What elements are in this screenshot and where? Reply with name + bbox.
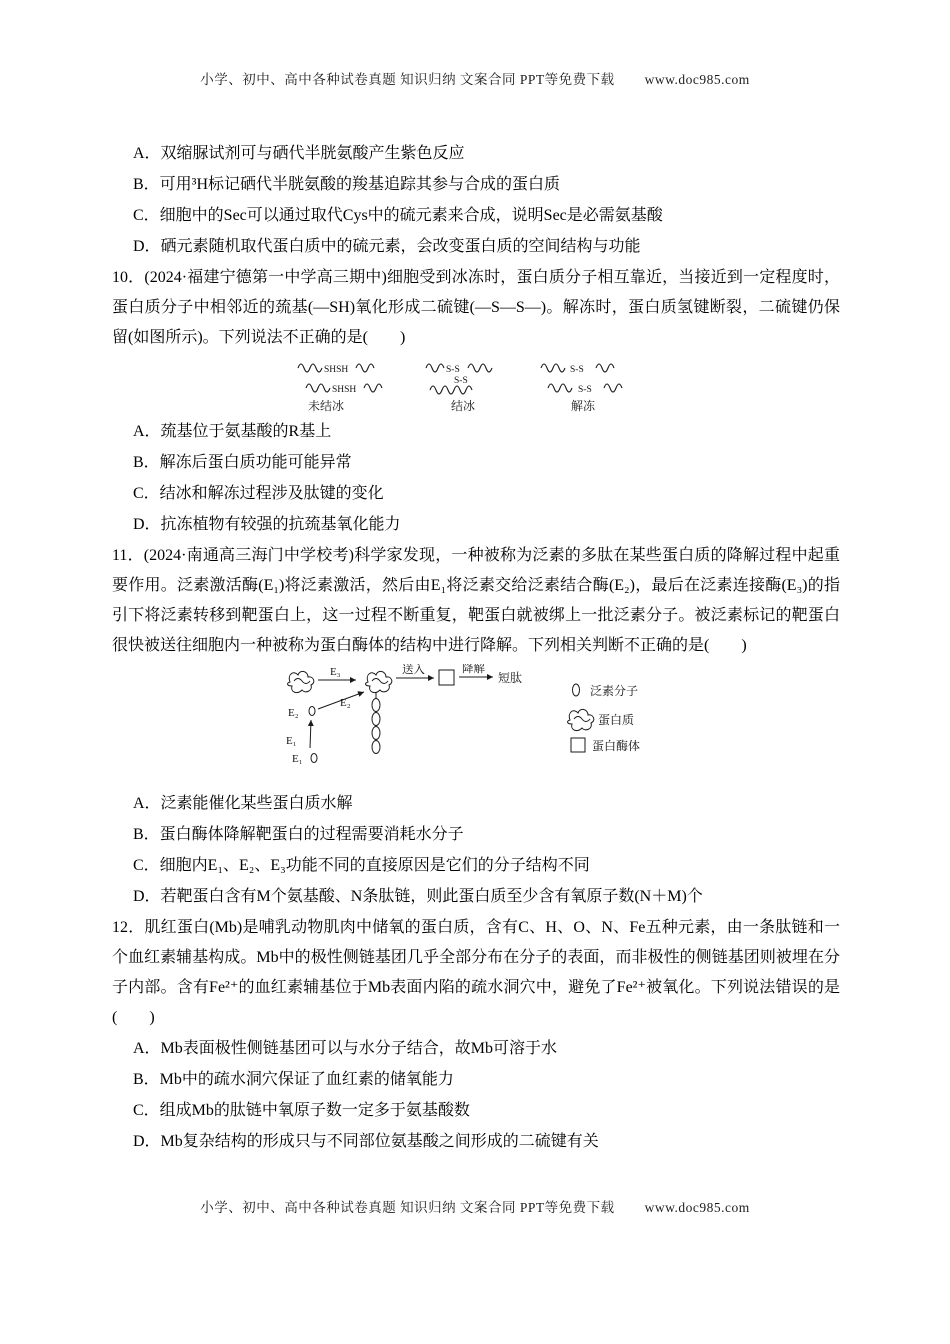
bond-label: SHSH bbox=[332, 385, 357, 395]
target-protein-scribble-icon bbox=[366, 671, 392, 692]
legend-proteasome-label: 蛋白酶体 bbox=[592, 739, 641, 753]
protein-chain-icon bbox=[298, 364, 322, 372]
e2-label: E₂ bbox=[340, 697, 351, 709]
degrade-label: 降解 bbox=[462, 664, 485, 675]
protein-chain-icon bbox=[306, 384, 330, 392]
e1-transfer-arrow bbox=[310, 720, 311, 748]
e1-label: E₁ bbox=[286, 735, 297, 747]
footer-promo-text: 小学、初中、高中各种试卷真题 知识归纳 文案合同 PPT等免费下载 bbox=[200, 1200, 615, 1215]
footer-url-link[interactable]: www.doc985.com bbox=[644, 1200, 750, 1215]
question11-options bbox=[112, 789, 840, 912]
option-c: C．细胞中的Sec可以通过取代Cys中的硫元素来合成，说明Sec是必需氨基酸 bbox=[133, 207, 663, 224]
ubiquitin-circle-icon bbox=[372, 727, 380, 740]
option-a: A．巯基位于氨基酸的R基上 bbox=[133, 423, 332, 440]
state-label: 结冰 bbox=[450, 399, 476, 413]
legend-protein-label: 蛋白质 bbox=[598, 713, 635, 727]
legend-proteasome-icon bbox=[571, 738, 585, 752]
page-footer bbox=[0, 1196, 950, 1216]
proteasome-square-icon bbox=[439, 670, 454, 685]
page-header bbox=[0, 68, 950, 88]
question10-options bbox=[112, 417, 840, 540]
legend-ubiquitin-icon bbox=[573, 684, 580, 696]
option-d: D．Mb复杂结构的形成只与不同部位氨基酸之间形成的二硫键有关 bbox=[133, 1133, 599, 1150]
bond-label: S-S bbox=[578, 385, 592, 395]
bond-label: S-S bbox=[454, 376, 468, 386]
bond-label: SHSH bbox=[324, 365, 349, 375]
protein-chain-icon bbox=[364, 384, 382, 392]
option-d: D．抗冻植物有较强的抗巯基氧化能力 bbox=[133, 516, 401, 533]
state-label: 未结冰 bbox=[307, 399, 345, 413]
ubiquitin-circle-icon bbox=[372, 713, 380, 726]
question10-stem: 10．(2024·福建宁德第一中学高三期中)细胞受到冰冻时，蛋白质分子相互靠近，当接近到一定程度时，蛋白质分子中相邻近的巯基(—SH)氧化形成二硫键(—S—S—)。解冻时，蛋白质氢键断裂，二硫键仍保留(如图所示)。下列说法不正确的是( ) bbox=[112, 269, 840, 346]
question12-options bbox=[112, 1034, 840, 1157]
option-d: D．硒元素随机取代蛋白质中的硫元素，会改变蛋白质的空间结构与功能 bbox=[133, 238, 641, 255]
ubiquitin-circle-icon bbox=[372, 699, 380, 712]
option-c: C．组成Mb的肽链中氧原子数一定多于氨基酸数 bbox=[133, 1102, 470, 1119]
e2-label: E₂ bbox=[288, 707, 299, 719]
protein-chain-icon bbox=[430, 386, 472, 394]
question10-diagram bbox=[112, 356, 840, 414]
option-b: B．蛋白酶体降解靶蛋白的过程需要消耗水分子 bbox=[133, 826, 464, 843]
legend-protein-icon bbox=[568, 709, 594, 730]
question12-stem: 12．肌红蛋白(Mb)是哺乳动物肌肉中储氧的蛋白质，含有C、H、O、N、Fe五种元素，由一条肽链和一个血红素辅基构成。Mb中的极性侧链基团几乎全部分布在分子的表面，而非极性的侧链基团则被埋在分子内部。含有Fe²⁺的血红素辅基位于Mb表面内陷的疏水洞穴中，避免了Fe²⁺被氧化。下列说法错误的是( ) bbox=[112, 919, 840, 1026]
legend-ubiquitin-label: 泛素分子 bbox=[590, 684, 639, 698]
protein-chain-icon bbox=[604, 384, 622, 392]
document-body bbox=[112, 138, 840, 1158]
header-url-link[interactable]: www.doc985.com bbox=[644, 72, 750, 87]
ubiquitin-circle-icon bbox=[372, 741, 380, 754]
protein-chain-icon bbox=[541, 364, 565, 372]
protein-chain-icon bbox=[548, 384, 572, 392]
option-a: A．Mb表面极性侧链基团可以与水分子结合，故Mb可溶于水 bbox=[133, 1040, 558, 1057]
protein-chain-icon bbox=[596, 364, 614, 372]
send-in-label: 送入 bbox=[402, 664, 425, 676]
bond-label: S-S bbox=[570, 365, 584, 375]
question11-diagram bbox=[112, 664, 840, 786]
option-d: D．若靶蛋白含有M个氨基酸、N条肽链，则此蛋白质至少含有氧原子数(N＋M)个 bbox=[133, 888, 703, 905]
option-b: B．Mb中的疏水洞穴保证了血红素的储氧能力 bbox=[133, 1071, 454, 1088]
e3-label: E₃ bbox=[330, 666, 341, 678]
question11-stem: 11．(2024·南通高三海门中学校考)科学家发现，一种被称为泛素的多肽在某些蛋白质的降解过程中起重要作用。泛素激活酶(E₁)将泛素激活，然后由E₁将泛素交给泛素结合酶(E₂)，最后在泛素连接酶(E₃)的指引下将泛素转移到靶蛋白上，这一过程不断重复，靶蛋白就被绑上一批泛素分子。被泛素标记的靶蛋白很快被送往细胞内一种被称为蛋白酶体的结构中进行降解。下列相关判断不正确的是( ) bbox=[112, 547, 840, 654]
ubiquitin-circle-icon bbox=[311, 754, 317, 763]
bond-label: S-S bbox=[446, 365, 460, 375]
short-peptide-label: 短肽 bbox=[498, 671, 523, 685]
e1-label: E₁ bbox=[292, 753, 303, 765]
option-c: C．结冰和解冻过程涉及肽键的变化 bbox=[133, 485, 384, 502]
option-b: B．可用³H标记硒代半胱氨酸的羧基追踪其参与合成的蛋白质 bbox=[133, 176, 561, 193]
question9-options bbox=[112, 139, 840, 262]
protein-chain-icon bbox=[468, 364, 492, 372]
header-promo-text: 小学、初中、高中各种试卷真题 知识归纳 文案合同 PPT等免费下载 bbox=[200, 72, 615, 87]
ubiquitin-circle-icon bbox=[309, 707, 315, 716]
freeze-thaw-diagram bbox=[286, 356, 666, 414]
option-a: A．泛素能催化某些蛋白质水解 bbox=[133, 795, 353, 812]
protein-scribble-icon bbox=[288, 671, 314, 692]
ubiquitin-pathway-diagram bbox=[276, 664, 676, 786]
protein-chain-icon bbox=[426, 364, 444, 372]
protein-chain-icon bbox=[356, 364, 374, 372]
option-b: B．解冻后蛋白质功能可能异常 bbox=[133, 454, 352, 471]
option-a: A．双缩脲试剂可与硒代半胱氨酸产生紫色反应 bbox=[133, 145, 465, 162]
option-c: C．细胞内E₁、E₂、E₃功能不同的直接原因是它们的分子结构不同 bbox=[133, 857, 590, 874]
state-label: 解冻 bbox=[570, 399, 596, 413]
